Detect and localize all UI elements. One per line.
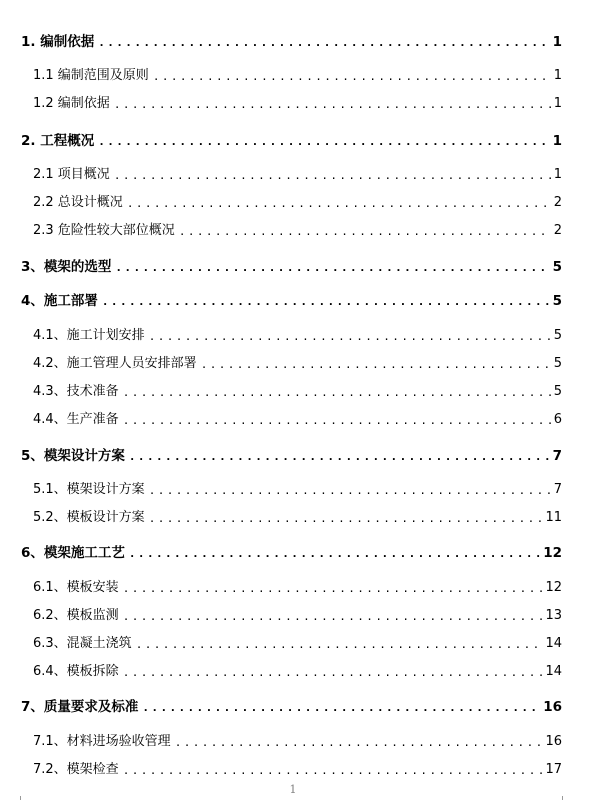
toc-entry-title: 4.1、施工计划安排 — [33, 328, 145, 343]
toc-entry-page: 14 — [545, 664, 562, 679]
toc-entry[interactable] — [33, 662, 562, 682]
toc-leader-dots — [149, 511, 543, 527]
toc-entry[interactable] — [33, 66, 562, 86]
toc-entry-title: 2. 工程概况 — [21, 133, 95, 149]
toc-entry-page: 14 — [545, 636, 562, 651]
toc-entry[interactable] — [33, 634, 562, 654]
toc-leader-dots — [102, 294, 550, 310]
toc-leader-dots — [115, 260, 549, 276]
toc-entry-page: 11 — [545, 510, 562, 525]
toc-leader-dots — [129, 546, 540, 562]
toc-entry-page: 6 — [553, 412, 562, 427]
toc-entry-page: 7 — [552, 448, 562, 464]
toc-leader-dots — [127, 196, 551, 212]
toc-entry-page: 1 — [553, 96, 562, 111]
toc-entry[interactable] — [33, 94, 562, 114]
toc-entry-page: 16 — [545, 734, 562, 749]
toc-entry-page: 2 — [553, 195, 562, 210]
toc-entry-page: 5 — [553, 384, 562, 399]
toc-entry[interactable] — [21, 257, 562, 277]
toc-entry-page: 1 — [553, 167, 562, 182]
toc-entry-title: 3、模架的选型 — [21, 259, 112, 275]
toc-entry-page: 1 — [552, 34, 562, 50]
toc-entry-title: 6、模架施工工艺 — [21, 545, 125, 561]
toc-entry-title: 4.2、施工管理人员安排部署 — [33, 356, 197, 371]
toc-entry-title: 6.4、模板拆除 — [33, 664, 119, 679]
toc-entry[interactable] — [33, 508, 562, 528]
toc-entry-page: 7 — [553, 482, 562, 497]
toc-leader-dots — [114, 97, 551, 113]
toc-leader-dots — [123, 385, 551, 401]
toc-entry-page: 12 — [545, 580, 562, 595]
toc-entry-page: 5 — [553, 328, 562, 343]
margin-corner-mark — [562, 796, 563, 800]
toc-entry-title: 6.1、模板安装 — [33, 580, 119, 595]
toc-leader-dots — [142, 700, 540, 716]
toc-entry-page: 1 — [553, 68, 562, 83]
toc-entry-page: 5 — [553, 356, 562, 371]
toc-leader-dots — [153, 69, 551, 85]
toc-entry-title: 2.3 危险性较大部位概况 — [33, 223, 175, 238]
toc-leader-dots — [136, 637, 543, 653]
toc-entry-title: 2.2 总设计概况 — [33, 195, 123, 210]
toc-entry[interactable] — [33, 221, 562, 241]
toc-entry-title: 4、施工部署 — [21, 293, 98, 309]
toc-entry[interactable] — [33, 480, 562, 500]
toc-entry-title: 5.2、模板设计方案 — [33, 510, 145, 525]
toc-leader-dots — [123, 609, 543, 625]
toc-leader-dots — [98, 134, 549, 150]
toc-leader-dots — [179, 224, 551, 240]
toc-entry-title: 5、模架设计方案 — [21, 448, 125, 464]
toc-entry[interactable] — [33, 193, 562, 213]
toc-entry[interactable] — [21, 131, 562, 151]
toc-entry[interactable] — [21, 291, 562, 311]
toc-entry[interactable] — [21, 446, 562, 466]
toc-entry-title: 1.2 编制依据 — [33, 96, 110, 111]
toc-entry[interactable] — [33, 606, 562, 626]
toc-entry[interactable] — [33, 410, 562, 430]
toc-entry-page: 5 — [552, 293, 562, 309]
toc-entry-title: 4.4、生产准备 — [33, 412, 119, 427]
toc-entry-title: 6.2、模板监测 — [33, 608, 119, 623]
toc-entry-title: 5.1、模架设计方案 — [33, 482, 145, 497]
toc-entry-page: 17 — [545, 762, 562, 777]
toc-entry[interactable] — [21, 543, 562, 563]
toc-entry-title: 7、质量要求及标准 — [21, 699, 139, 715]
toc-entry-title: 1. 编制依据 — [21, 34, 95, 50]
toc-entry-title: 7.2、模架检查 — [33, 762, 119, 777]
toc-leader-dots — [175, 735, 543, 751]
toc-leader-dots — [123, 763, 543, 779]
toc-leader-dots — [149, 329, 551, 345]
toc-entry[interactable] — [21, 32, 562, 52]
toc-entry[interactable] — [33, 326, 562, 346]
toc-entry-title: 6.3、混凝土浇筑 — [33, 636, 132, 651]
toc-entry-title: 1.1 编制范围及原则 — [33, 68, 149, 83]
footer-page-number: 1 — [289, 783, 297, 796]
toc-entry-page: 2 — [553, 223, 562, 238]
toc-entry-title: 2.1 项目概况 — [33, 167, 110, 182]
toc-entry[interactable] — [21, 697, 562, 717]
toc-entry-page: 16 — [543, 699, 562, 715]
toc-leader-dots — [149, 483, 551, 499]
toc-leader-dots — [123, 413, 551, 429]
toc-leader-dots — [123, 665, 543, 681]
toc-leader-dots — [114, 168, 551, 184]
toc-entry-title: 7.1、材料进场验收管理 — [33, 734, 171, 749]
toc-leader-dots — [201, 357, 551, 373]
toc-entry[interactable] — [33, 354, 562, 374]
toc-entry[interactable] — [33, 382, 562, 402]
toc-entry-page: 12 — [543, 545, 562, 561]
toc-entry[interactable] — [33, 578, 562, 598]
toc-leader-dots — [123, 581, 543, 597]
margin-corner-mark — [20, 796, 21, 800]
toc-entry-page: 13 — [545, 608, 562, 623]
toc-entry[interactable] — [33, 760, 562, 780]
toc-leader-dots — [129, 449, 550, 465]
toc-entry-page: 1 — [552, 133, 562, 149]
toc-entry[interactable] — [33, 732, 562, 752]
toc-entry[interactable] — [33, 165, 562, 185]
toc-entry-title: 4.3、技术准备 — [33, 384, 119, 399]
toc-entry-page: 5 — [552, 259, 562, 275]
toc-leader-dots — [98, 35, 549, 51]
